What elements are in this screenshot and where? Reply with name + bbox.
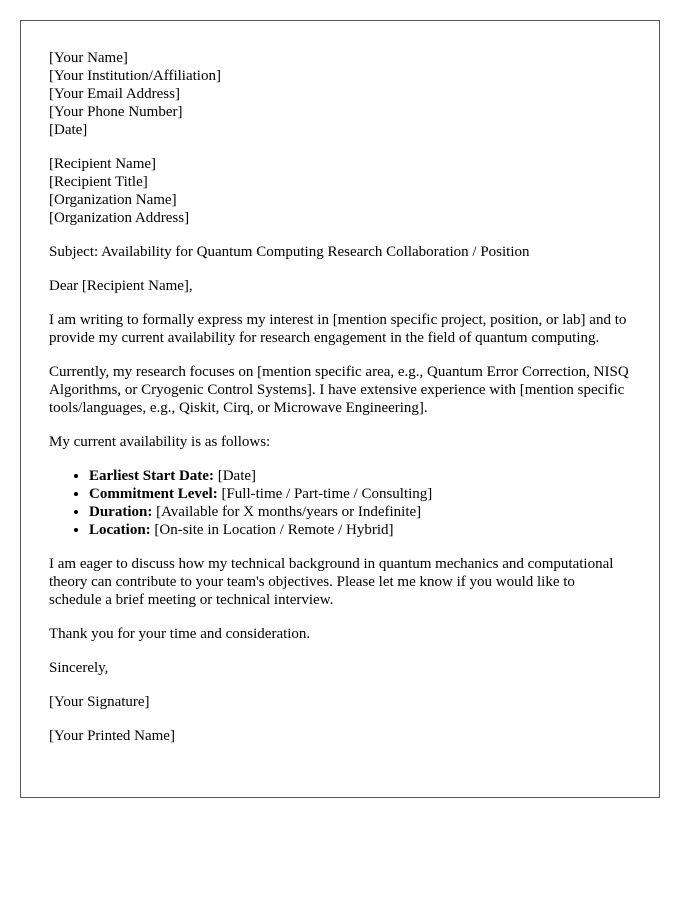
- sender-block: [49, 49, 631, 139]
- printed-name: [Your Printed Name]: [49, 728, 175, 744]
- availability-value: [On-site in Location / Remote / Hybrid]: [150, 522, 394, 538]
- availability-label: Commitment Level:: [89, 486, 218, 502]
- recipient-block: [49, 155, 631, 227]
- availability-value: [Full-time / Part-time / Consulting]: [217, 486, 433, 502]
- availability-list: [49, 467, 631, 539]
- letter-page: [20, 20, 660, 798]
- thanks-paragraph: Thank you for your time and consideration.: [49, 626, 311, 642]
- research-paragraph: Currently, my research focuses on [mention specific area, e.g., Quantum Error Correction, NISQ Algorithms, or Cryogenic Control Systems]. I have extensive experience with [mention specific tools/languages, e.g., Qiskit, Cirq, or Microwave Engineering].: [49, 364, 629, 416]
- valediction: Sincerely,: [49, 660, 109, 676]
- availability-label: Location:: [89, 522, 151, 538]
- recipient-name: [Recipient Name]: [49, 156, 157, 172]
- recipient-address: [Organization Address]: [49, 210, 190, 226]
- signature: [Your Signature]: [49, 694, 150, 710]
- letter-date: [Date]: [49, 122, 88, 138]
- subject-line: Subject: Availability for Quantum Computing Research Collaboration / Position: [49, 244, 530, 260]
- sender-phone: [Your Phone Number]: [49, 104, 183, 120]
- recipient-title: [Recipient Title]: [49, 174, 148, 190]
- list-item: [89, 467, 631, 485]
- availability-label: Duration:: [89, 504, 153, 520]
- salutation: Dear [Recipient Name],: [49, 278, 193, 294]
- availability-value: [Date]: [213, 468, 257, 484]
- sender-email: [Your Email Address]: [49, 86, 180, 102]
- availability-intro: My current availability is as follows:: [49, 434, 271, 450]
- availability-label: Earliest Start Date:: [89, 468, 214, 484]
- closing-paragraph: I am eager to discuss how my technical background in quantum mechanics and computational theory can contribute to your team's objectives. Please let me know if you would like to schedule a brief meeting or technical interview.: [49, 556, 614, 608]
- sender-institution: [Your Institution/Affiliation]: [49, 68, 221, 84]
- intro-paragraph: I am writing to formally express my interest in [mention specific project, position, or lab] and to provide my current availability for research engagement in the field of quantum computing.: [49, 312, 627, 346]
- list-item: [89, 485, 631, 503]
- sender-name: [Your Name]: [49, 50, 128, 66]
- list-item: [89, 503, 631, 521]
- list-item: [89, 521, 631, 539]
- recipient-organization: [Organization Name]: [49, 192, 177, 208]
- availability-value: [Available for X months/years or Indefinite]: [152, 504, 422, 520]
